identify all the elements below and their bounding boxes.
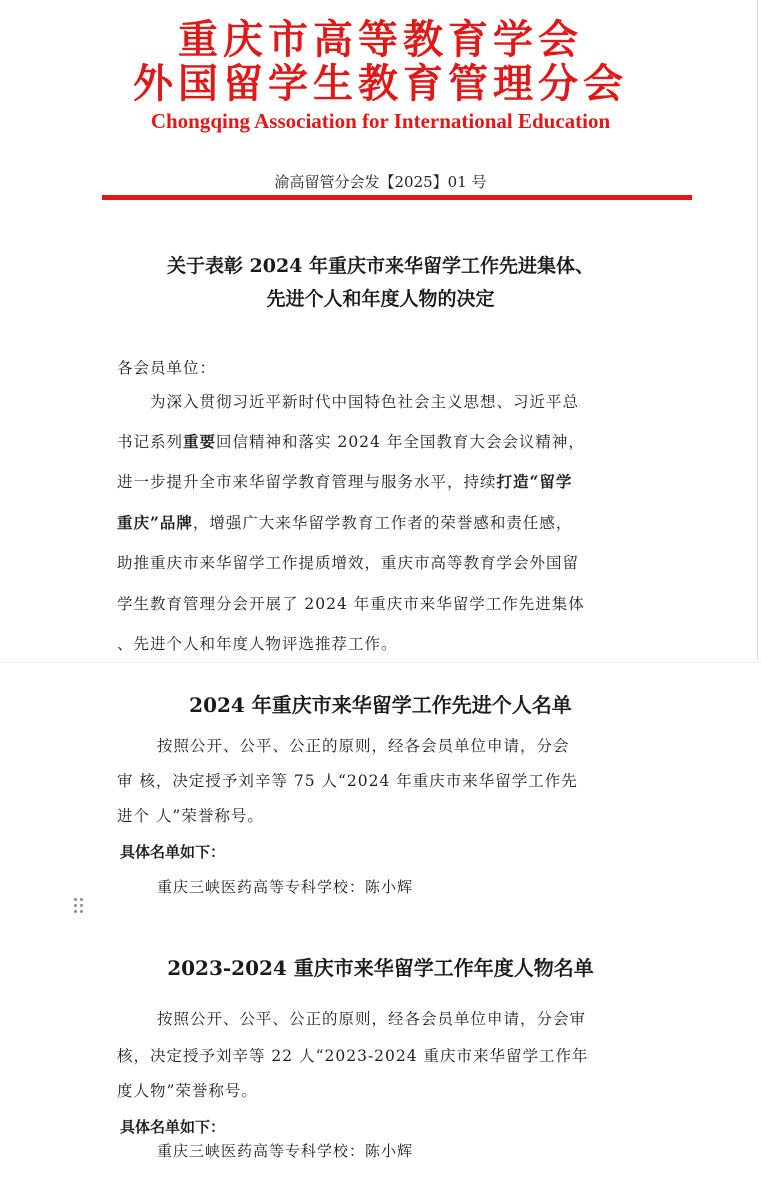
body-line-4-bold: 重庆”品牌 [117,513,193,532]
letterhead-red-rule [102,195,692,200]
body-line-2-text-c: 回信精神和落实 2024 年全国教育大会会议精神， [216,433,585,451]
body-line-2-bold: 重要 [183,432,217,451]
persons-of-year-list-heading: 具体名单如下： [120,1118,226,1136]
individuals-text-line-2: 审 核，决定授予刘辛等 75 人“2024 年重庆市来华留学工作先 [117,772,578,790]
body-line-2-text-a: 书记系列 [117,433,184,451]
individuals-text-line-1: 按照公开、公平、公正的原则，经各会员单位申请，分会 [157,737,570,755]
body-line-4 [117,508,647,538]
org-name-english: Chongqing Association for International Education [150,109,611,133]
persons-of-year-section-title: 2023-2024 重庆市来华留学工作年度人物名单 [167,956,594,980]
org-name-line2: 外国留学生教育管理分会 [133,61,628,107]
salutation: 各会员单位： [117,359,217,377]
body-line-6: 学生教育管理分会开展了 2024 年重庆市来华留学工作先进集体 [117,595,585,613]
page-break-divider [0,662,761,663]
document-title-line1: 关于表彰 2024 年重庆市来华留学工作先进集体、 [166,255,595,277]
persons-of-year-text-line-1: 按照公开、公平、公正的原则，经各会员单位申请，分会审 [157,1010,587,1028]
persons-of-year-text-line-3: 度人物”荣誉称号。 [117,1082,258,1100]
list-item: 重庆三峡医药高等专科学校：陈小辉 [157,1142,414,1160]
body-line-1: 为深入贯彻习近平新时代中国特色社会主义思想、习近平总 [150,393,580,411]
org-name-line1: 重庆市高等教育学会 [178,17,583,63]
page-edge-line [757,0,758,660]
body-line-5: 助推重庆市来华留学工作提质增效，重庆市高等教育学会外国留 [117,554,580,572]
body-line-4-text-b: ，增强广大来华留学教育工作者的荣誉感和责任感， [192,514,573,532]
individuals-text-line-3: 进个 人”荣誉称号。 [117,807,264,825]
individuals-section-title: 2024 年重庆市来华留学工作先进个人名单 [189,693,572,717]
persons-of-year-text-line-2: 核，决定授予刘辛等 22 人“2023-2024 重庆市来华留学工作年 [117,1047,589,1065]
body-line-3-bold: 打造“留学 [496,472,573,491]
document-number: 渝高留管分会发【2025】01 号 [274,173,487,191]
individuals-list-heading: 具体名单如下： [120,843,226,861]
body-line-7: 、先进个人和年度人物评选推荐工作。 [117,635,398,653]
body-line-3-text-a: 进一步提升全市来华留学教育管理与服务水平，持续 [117,473,497,491]
body-line-3 [117,467,647,497]
drag-handle-icon[interactable] [72,896,86,914]
document-title-line2: 先进个人和年度人物的决定 [266,288,495,310]
body-line-2 [117,427,647,457]
list-item: 重庆三峡医药高等专科学校：陈小辉 [157,878,414,896]
